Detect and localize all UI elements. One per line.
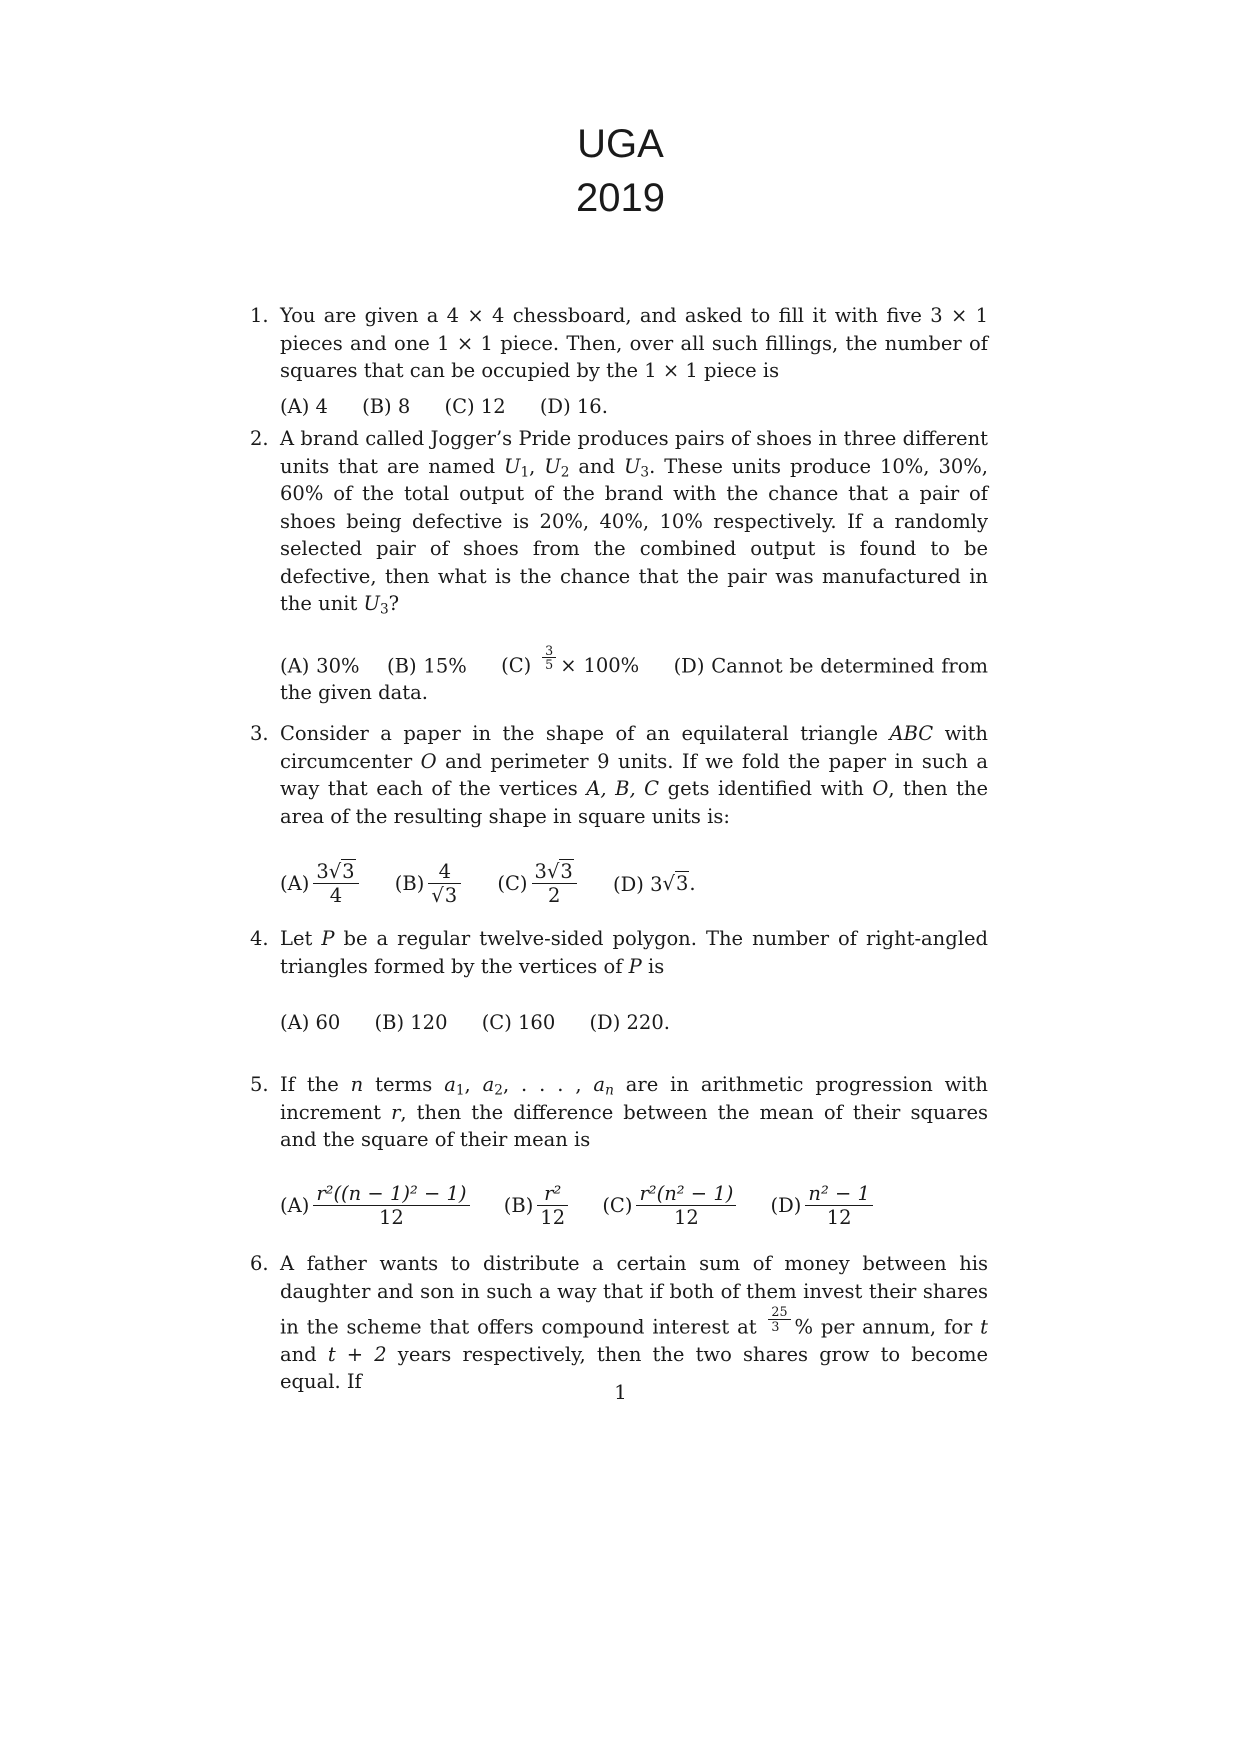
question-4 <box>250 925 988 1037</box>
denominator: 12 <box>673 1205 699 1229</box>
var-n: n <box>350 1073 364 1096</box>
numerator: 3 <box>542 644 556 659</box>
coefficient: 3 <box>534 860 547 883</box>
option-label: (D) <box>770 1193 802 1217</box>
option-a: (A) 30% <box>280 653 360 677</box>
fraction <box>537 1182 568 1230</box>
question-5 <box>250 1071 988 1229</box>
option-text: . <box>689 871 696 895</box>
stem-text: % per annum, for <box>794 1315 981 1339</box>
option-a <box>280 860 363 908</box>
stem-text: . These units produce 10%, 30%, 60% of the total output of the brand with the chance that a pair of shoes being defective is 20%, 40%, 10% respectively. If a randomly selected pair of shoes from the combined output is found to be defective, then what is the chance that the pair was manufactured in the unit <box>280 454 988 615</box>
numerator: r²(n² − 1) <box>636 1182 736 1206</box>
exam-title: UGA <box>577 122 664 166</box>
stem-text: If the <box>280 1073 351 1096</box>
option-c: (C) 160 <box>481 1011 556 1034</box>
option-c <box>602 1182 740 1230</box>
exam-year: 2019 <box>576 176 665 220</box>
subscript: 3 <box>640 463 650 480</box>
option-a <box>280 1182 474 1230</box>
stem-text: A brand called Jogger’s Pride produces pairs of shoes in three different units that are named <box>280 427 988 478</box>
var-p: P <box>628 954 642 978</box>
var-n: n <box>605 1082 614 1099</box>
denominator: 12 <box>540 1205 566 1229</box>
stem-text: be a regular twelve-sided polygon. The number of right-angled triangles formed by the vertices of <box>280 927 988 978</box>
stem-text: and perimeter 9 units. If we fold the paper in such a way that each of the vertices <box>280 749 989 800</box>
stem-text: years respectively, then the two shares grow to become equal. If <box>280 1342 988 1394</box>
var-a: a <box>444 1073 456 1096</box>
stem-text: , then the difference between the mean of their squares and the square of their mean is <box>280 1100 988 1151</box>
question-number: 2. <box>250 427 269 450</box>
var-t-plus-2: t + 2 <box>327 1342 387 1366</box>
option-d: (D) Cannot be determined from the given data. <box>280 653 988 705</box>
option-b: (B) 120 <box>374 1011 448 1034</box>
question-6 <box>250 1250 988 1396</box>
option-label: (A) <box>280 1193 310 1217</box>
var-t: t <box>980 1315 988 1339</box>
question-number: 4. <box>250 927 269 950</box>
numerator: r² <box>537 1182 568 1206</box>
denominator: 2 <box>547 884 561 908</box>
numerator: n² − 1 <box>805 1182 873 1206</box>
option-label: (C) <box>602 1193 633 1217</box>
denominator: 12 <box>379 1205 404 1229</box>
question-3 <box>250 720 989 908</box>
var-a: a <box>593 1073 606 1096</box>
fraction: $\frac{3√3}{4}$ <box>313 860 358 908</box>
option-d: (D) 16. <box>539 394 608 418</box>
numerator: 25 <box>768 1305 790 1320</box>
stem-text: is <box>641 954 665 978</box>
question-stem <box>280 720 988 830</box>
option-label: (C) <box>501 653 532 677</box>
answer-options <box>280 860 988 908</box>
option-a: (A) 4 <box>280 394 328 418</box>
var-u: U <box>544 454 561 478</box>
option-c: (C) 12 <box>444 394 506 418</box>
subscript: 2 <box>560 463 570 480</box>
question-stem <box>280 925 988 980</box>
fraction <box>313 1182 469 1230</box>
stem-text: gets identified with <box>659 777 873 800</box>
option-label: (B) <box>503 1193 534 1217</box>
option-d: (D) 3√3. <box>613 871 696 896</box>
fraction <box>805 1182 873 1230</box>
option-b <box>504 1182 572 1230</box>
option-label: (A) <box>280 872 310 896</box>
denominator: 3 <box>771 1318 780 1334</box>
var-a: a <box>482 1073 495 1096</box>
stem-text: Consider a paper in the shape of an equilateral triangle <box>280 722 890 745</box>
question-number: 3. <box>250 722 269 745</box>
numerator: r²((n − 1)² − 1) <box>313 1182 469 1206</box>
question-stem: If the n terms $a_1$, $a_2$, . . . , $a_n$ are in arithmetic progression with increment r, then the difference between the mean of their squares and the square of their mean is <box>280 1073 988 1151</box>
question-1 <box>250 302 988 420</box>
question-stem: You are given a 4 × 4 chessboard, and asked to fill it with five 3 × 1 pieces and one 1 × 1 piece. Then, over all such fillings, the number of squares that can be occupied by the 1 × 1 piece is <box>280 304 988 382</box>
denominator: 5 <box>545 657 554 673</box>
answer-options <box>280 1182 988 1230</box>
option-a: (A) 60 <box>280 1011 341 1034</box>
radicand: 3 <box>342 860 355 883</box>
var-p: P <box>321 927 335 950</box>
stem-text: and <box>569 454 624 478</box>
option-d <box>771 1182 877 1230</box>
option-b: (B) 8 <box>362 394 411 418</box>
option-label: (C) <box>497 872 528 896</box>
radicand: 3 <box>444 884 458 908</box>
stem-text: , then the area of the resulting shape in square units is: <box>280 777 988 828</box>
radicand: 3 <box>560 860 573 883</box>
denominator: 4 <box>329 884 343 908</box>
option-b: (B) 15% <box>387 653 467 677</box>
radicand: 3 <box>675 871 689 895</box>
option-c <box>497 860 580 908</box>
question-2 <box>250 425 988 707</box>
fraction: $\frac{3√3}{2}$ <box>532 860 577 908</box>
subscript: 1 <box>520 463 530 480</box>
denominator: 12 <box>826 1205 852 1229</box>
question-number: 6. <box>250 1252 269 1275</box>
fraction: $\frac{4}{√3}$ <box>428 860 461 908</box>
coefficient: 3 <box>316 860 329 883</box>
option-label: (B) <box>394 872 425 896</box>
option-c <box>501 642 640 677</box>
stem-text: are in arithmetic progression with increment <box>280 1073 988 1124</box>
var-u: U <box>623 454 641 478</box>
stem-text: A father wants to distribute a certain sum of money between his daughter and son in such a way that if both of them invest their shares in the scheme that offers compound interest at <box>280 1252 988 1339</box>
question-number: 1. <box>250 304 269 327</box>
var-u: U <box>363 592 380 615</box>
var-r: r <box>391 1100 401 1124</box>
option-d: (D) 220. <box>589 1011 670 1034</box>
fraction <box>542 644 556 673</box>
fraction <box>768 1305 790 1334</box>
answer-options <box>280 644 988 707</box>
question-number: 5. <box>250 1073 269 1096</box>
option-text: × 100% <box>560 653 640 677</box>
var-o: O <box>420 749 437 773</box>
page-number: 1 <box>614 1380 627 1404</box>
var-o: O <box>872 777 889 800</box>
stem-text: and <box>280 1342 328 1366</box>
subscript: 3 <box>379 601 389 618</box>
option-label: (D) 3 <box>613 872 663 896</box>
question-stem <box>280 1250 988 1396</box>
stem-text: terms <box>363 1073 445 1096</box>
answer-options <box>280 1009 988 1037</box>
stem-text: with circumcenter <box>280 722 988 773</box>
var-vertices: A, B, C <box>586 777 660 800</box>
numerator: 4 <box>428 860 461 884</box>
question-stem: A brand called Jogger’s Pride produces pairs of shoes in three different units that are named $U_1$, $U_2$ and $U_3$. These units produce 10%, 30%, 60% of the total output of the brand with the chance that a pair of shoes being defective is 20%, 40%, 10% respectively. If a randomly selected pair of shoes from the combined output is found to be defective, then what is the chance that the pair was manufactured in the unit $U_3$? <box>280 427 988 618</box>
var-abc: ABC <box>889 722 934 745</box>
stem-text: Let <box>280 927 322 950</box>
option-b <box>395 860 465 908</box>
fraction <box>636 1182 736 1230</box>
var-u: U <box>504 454 521 478</box>
answer-options <box>280 393 988 421</box>
stem-text: ? <box>388 592 400 615</box>
